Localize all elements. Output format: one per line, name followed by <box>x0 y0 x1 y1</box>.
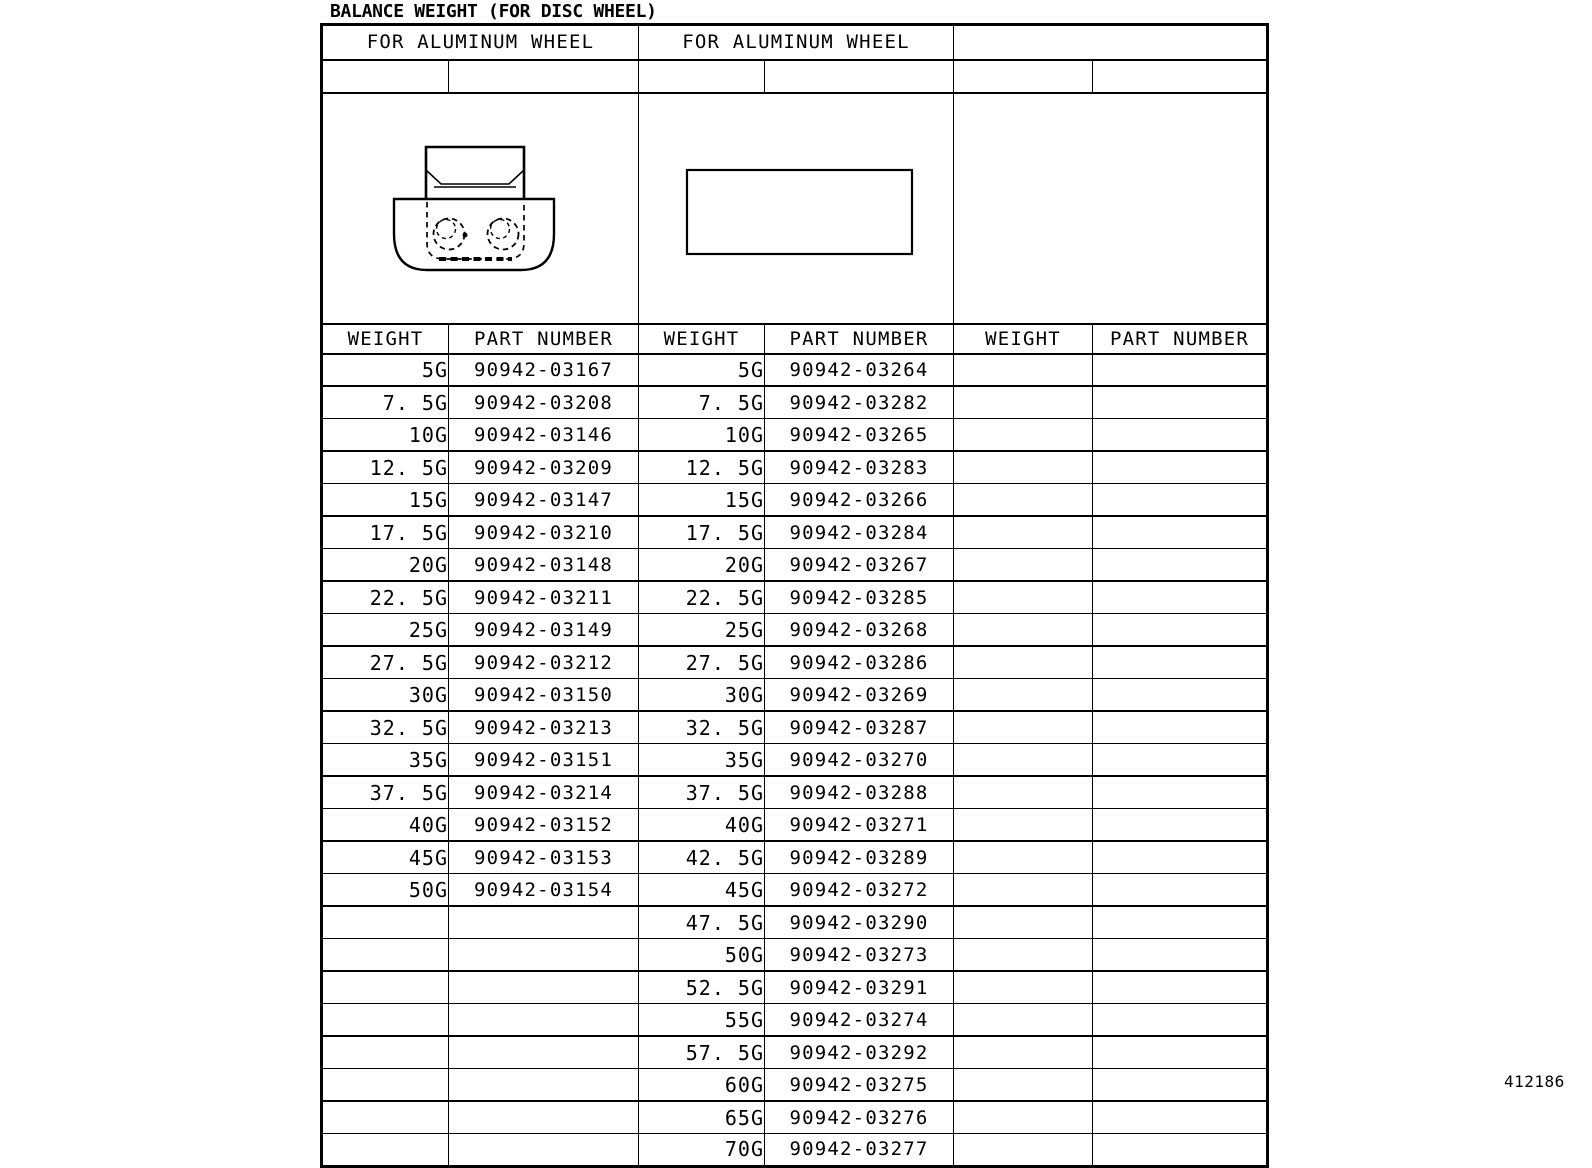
weight-cell: 32. 5G <box>322 711 449 744</box>
weight-cell: 20G <box>322 549 449 582</box>
part-number-cell: 90942-03148 <box>449 549 639 582</box>
part-number-cell <box>1093 679 1268 712</box>
part-number-cell: 90942-03284 <box>765 516 954 549</box>
weight-cell <box>322 1004 449 1037</box>
part-number-cell <box>1093 484 1268 517</box>
part-number-cell <box>1093 776 1268 809</box>
table-row <box>322 874 1268 907</box>
weight-cell: 30G <box>639 679 765 712</box>
part-number-cell: 90942-03167 <box>449 354 639 387</box>
part-number-cell: 90942-03264 <box>765 354 954 387</box>
table-row <box>322 939 1268 972</box>
part-number-column-header-1: PART NUMBER <box>449 324 639 354</box>
weight-cell <box>954 1036 1093 1069</box>
weight-cell <box>954 354 1093 387</box>
table-row <box>322 581 1268 614</box>
part-number-cell: 90942-03287 <box>765 711 954 744</box>
part-number-cell: 90942-03146 <box>449 419 639 452</box>
weight-cell <box>322 1134 449 1167</box>
part-number-cell <box>449 971 639 1004</box>
part-number-cell: 90942-03214 <box>449 776 639 809</box>
part-number-cell <box>1093 809 1268 842</box>
spacer-cell <box>639 60 765 93</box>
part-number-cell: 90942-03288 <box>765 776 954 809</box>
part-number-cell <box>1093 386 1268 419</box>
part-number-cell <box>1093 646 1268 679</box>
weight-cell: 12. 5G <box>322 451 449 484</box>
weight-cell: 10G <box>639 419 765 452</box>
table-row <box>322 971 1268 1004</box>
adhesive-weight-illustration-cell <box>639 93 954 324</box>
part-number-cell: 90942-03289 <box>765 841 954 874</box>
table-row <box>322 1036 1268 1069</box>
clip-on-balance-weight-icon <box>323 132 637 285</box>
part-number-cell: 90942-03291 <box>765 971 954 1004</box>
table-row <box>322 841 1268 874</box>
part-number-cell: 90942-03283 <box>765 451 954 484</box>
part-number-cell: 90942-03274 <box>765 1004 954 1037</box>
weight-cell <box>322 939 449 972</box>
part-number-column-header-2: PART NUMBER <box>765 324 954 354</box>
part-number-cell: 90942-03266 <box>765 484 954 517</box>
weight-cell: 30G <box>322 679 449 712</box>
weight-cell <box>322 971 449 1004</box>
weight-cell <box>954 841 1093 874</box>
table-row <box>322 776 1268 809</box>
page-title: BALANCE WEIGHT (FOR DISC WHEEL) <box>330 1 657 22</box>
weight-cell <box>954 484 1093 517</box>
part-number-cell: 90942-03210 <box>449 516 639 549</box>
weight-cell <box>954 939 1093 972</box>
table-row <box>322 614 1268 647</box>
part-number-cell: 90942-03268 <box>765 614 954 647</box>
part-number-cell <box>1093 354 1268 387</box>
weight-cell: 37. 5G <box>639 776 765 809</box>
weight-cell: 27. 5G <box>639 646 765 679</box>
table-row <box>322 516 1268 549</box>
column-header-row <box>322 324 1268 354</box>
part-number-cell <box>1093 1101 1268 1134</box>
part-number-cell <box>1093 549 1268 582</box>
part-number-cell: 90942-03211 <box>449 581 639 614</box>
weight-cell <box>322 1069 449 1102</box>
weight-cell: 37. 5G <box>322 776 449 809</box>
weight-cell <box>954 614 1093 647</box>
empty-illustration-cell <box>954 93 1268 324</box>
part-number-cell: 90942-03147 <box>449 484 639 517</box>
part-number-cell <box>1093 1134 1268 1167</box>
part-number-cell <box>1093 581 1268 614</box>
part-number-cell <box>1093 614 1268 647</box>
part-number-cell <box>1093 906 1268 939</box>
weight-cell <box>954 1134 1093 1167</box>
weight-cell: 5G <box>639 354 765 387</box>
part-number-cell: 90942-03209 <box>449 451 639 484</box>
spacer-cell <box>322 60 449 93</box>
weight-cell <box>322 1036 449 1069</box>
weight-cell <box>954 711 1093 744</box>
table-row <box>322 679 1268 712</box>
part-number-column-header-3: PART NUMBER <box>1093 324 1268 354</box>
weight-column-header-1: WEIGHT <box>322 324 449 354</box>
table-row <box>322 711 1268 744</box>
part-number-cell: 90942-03272 <box>765 874 954 907</box>
weight-cell: 55G <box>639 1004 765 1037</box>
part-number-cell <box>449 1101 639 1134</box>
weight-cell: 17. 5G <box>322 516 449 549</box>
weight-cell: 45G <box>639 874 765 907</box>
weight-cell: 65G <box>639 1101 765 1134</box>
table-row <box>322 354 1268 387</box>
table-row <box>322 451 1268 484</box>
weight-cell: 52. 5G <box>639 971 765 1004</box>
weight-cell: 27. 5G <box>322 646 449 679</box>
weight-cell <box>322 1101 449 1134</box>
weight-cell <box>954 549 1093 582</box>
part-number-cell <box>449 906 639 939</box>
table-row <box>322 484 1268 517</box>
weight-cell <box>954 646 1093 679</box>
part-number-cell <box>1093 516 1268 549</box>
weight-cell <box>954 451 1093 484</box>
weight-cell: 10G <box>322 419 449 452</box>
part-number-cell <box>1093 1069 1268 1102</box>
weight-cell: 40G <box>322 809 449 842</box>
weight-cell: 50G <box>322 874 449 907</box>
weight-cell: 7. 5G <box>639 386 765 419</box>
part-number-cell: 90942-03212 <box>449 646 639 679</box>
illustration-row <box>322 93 1268 324</box>
part-number-cell: 90942-03154 <box>449 874 639 907</box>
balance-weight-table <box>320 23 1269 1168</box>
group-header-aluminum-2: FOR ALUMINUM WHEEL <box>639 25 954 60</box>
table-row <box>322 809 1268 842</box>
part-number-cell <box>449 1004 639 1037</box>
part-number-cell <box>1093 971 1268 1004</box>
weight-cell: 57. 5G <box>639 1036 765 1069</box>
part-number-cell <box>449 1134 639 1167</box>
weight-cell <box>954 1101 1093 1134</box>
weight-cell: 42. 5G <box>639 841 765 874</box>
weight-cell: 12. 5G <box>639 451 765 484</box>
weight-cell <box>322 906 449 939</box>
part-number-cell: 90942-03286 <box>765 646 954 679</box>
part-number-cell: 90942-03149 <box>449 614 639 647</box>
part-number-cell: 90942-03265 <box>765 419 954 452</box>
part-number-cell <box>1093 939 1268 972</box>
weight-cell: 25G <box>639 614 765 647</box>
part-number-cell <box>1093 874 1268 907</box>
group-header-aluminum-1: FOR ALUMINUM WHEEL <box>322 25 639 60</box>
part-number-cell <box>1093 711 1268 744</box>
weight-cell <box>954 516 1093 549</box>
part-number-cell: 90942-03151 <box>449 744 639 777</box>
part-number-cell: 90942-03152 <box>449 809 639 842</box>
part-number-cell <box>1093 744 1268 777</box>
part-number-cell: 90942-03271 <box>765 809 954 842</box>
weight-cell <box>954 1069 1093 1102</box>
clip-on-weight-illustration-cell <box>322 93 639 324</box>
spacer-cell <box>954 60 1093 93</box>
part-number-cell: 90942-03270 <box>765 744 954 777</box>
weight-cell <box>954 971 1093 1004</box>
weight-cell: 32. 5G <box>639 711 765 744</box>
weight-cell: 20G <box>639 549 765 582</box>
weight-cell <box>954 679 1093 712</box>
table-row <box>322 906 1268 939</box>
weight-cell: 35G <box>322 744 449 777</box>
table-row <box>322 549 1268 582</box>
part-number-cell <box>1093 1004 1268 1037</box>
weight-cell: 45G <box>322 841 449 874</box>
spacer-cell <box>1093 60 1268 93</box>
group-header-blank <box>954 25 1268 60</box>
part-number-cell: 90942-03150 <box>449 679 639 712</box>
part-number-cell: 90942-03153 <box>449 841 639 874</box>
weight-cell: 5G <box>322 354 449 387</box>
table-row <box>322 1134 1268 1167</box>
adhesive-balance-weight-icon <box>639 132 951 285</box>
table-row <box>322 1069 1268 1102</box>
part-number-cell: 90942-03273 <box>765 939 954 972</box>
part-number-cell <box>1093 841 1268 874</box>
weight-column-header-2: WEIGHT <box>639 324 765 354</box>
weight-cell: 35G <box>639 744 765 777</box>
figure-number: 412186 <box>1504 1072 1565 1091</box>
weight-cell: 15G <box>322 484 449 517</box>
part-number-cell: 90942-03276 <box>765 1101 954 1134</box>
group-header-row <box>322 25 1268 60</box>
part-number-cell <box>1093 419 1268 452</box>
table-row <box>322 386 1268 419</box>
weight-cell: 47. 5G <box>639 906 765 939</box>
part-number-cell: 90942-03213 <box>449 711 639 744</box>
table-row <box>322 744 1268 777</box>
weight-cell: 17. 5G <box>639 516 765 549</box>
table-row <box>322 646 1268 679</box>
weight-cell: 70G <box>639 1134 765 1167</box>
weight-cell <box>954 1004 1093 1037</box>
part-number-cell: 90942-03285 <box>765 581 954 614</box>
weight-cell: 22. 5G <box>322 581 449 614</box>
part-number-cell: 90942-03282 <box>765 386 954 419</box>
part-number-cell: 90942-03292 <box>765 1036 954 1069</box>
weight-cell: 7. 5G <box>322 386 449 419</box>
weight-cell <box>954 874 1093 907</box>
part-number-cell <box>449 939 639 972</box>
weight-cell: 50G <box>639 939 765 972</box>
weight-cell <box>954 419 1093 452</box>
weight-cell <box>954 744 1093 777</box>
part-number-cell: 90942-03275 <box>765 1069 954 1102</box>
part-number-cell: 90942-03277 <box>765 1134 954 1167</box>
part-number-cell <box>449 1069 639 1102</box>
weight-cell: 60G <box>639 1069 765 1102</box>
weight-cell <box>954 386 1093 419</box>
weight-cell <box>954 809 1093 842</box>
weight-cell <box>954 776 1093 809</box>
table-row <box>322 1101 1268 1134</box>
spacer-cell <box>449 60 639 93</box>
weight-cell <box>954 906 1093 939</box>
part-number-cell: 90942-03269 <box>765 679 954 712</box>
spacer-row <box>322 60 1268 93</box>
table-row <box>322 419 1268 452</box>
part-number-cell <box>1093 451 1268 484</box>
weight-cell: 22. 5G <box>639 581 765 614</box>
part-number-cell: 90942-03290 <box>765 906 954 939</box>
weight-cell: 40G <box>639 809 765 842</box>
part-number-cell: 90942-03208 <box>449 386 639 419</box>
weight-cell <box>954 581 1093 614</box>
weight-cell: 15G <box>639 484 765 517</box>
spacer-cell <box>765 60 954 93</box>
table-row <box>322 1004 1268 1037</box>
weight-column-header-3: WEIGHT <box>954 324 1093 354</box>
part-number-cell <box>1093 1036 1268 1069</box>
part-number-cell <box>449 1036 639 1069</box>
part-number-cell: 90942-03267 <box>765 549 954 582</box>
weight-cell: 25G <box>322 614 449 647</box>
